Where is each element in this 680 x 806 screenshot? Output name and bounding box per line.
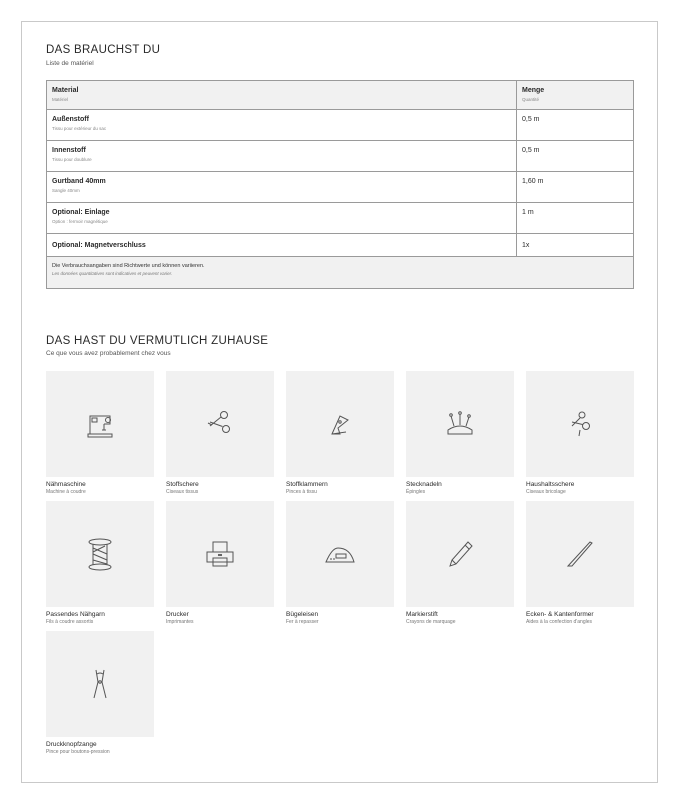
tool-item	[166, 371, 274, 496]
material-qty: 0,5 m	[522, 147, 540, 154]
printer-icon	[200, 534, 240, 574]
material-name-fr: Tissu pour extérieur du sac	[52, 126, 107, 131]
content-frame	[21, 21, 658, 783]
point-turner-icon	[560, 534, 600, 574]
scissors-icon	[560, 404, 600, 444]
material-qty: 1,60 m	[522, 178, 544, 185]
material-name: Optional: Einlage	[52, 209, 110, 216]
snap-pliers-icon	[80, 664, 120, 704]
table-row	[47, 141, 633, 172]
tool-item	[46, 631, 154, 756]
materials-subtitle: Liste de matériel	[46, 60, 94, 67]
tool-item	[46, 501, 154, 626]
tool-label: Stecknadeln	[406, 481, 442, 488]
iron-icon	[320, 534, 360, 574]
tool-item	[286, 501, 394, 626]
note-text: Die Verbrauchsangaben sind Richtwerte und können variieren.	[52, 263, 205, 269]
material-name: Innenstoff	[52, 147, 86, 154]
tool-item	[166, 501, 274, 626]
tool-item	[406, 371, 514, 496]
table-footer-note	[47, 257, 633, 288]
materials-title: DAS BRAUCHST DU	[46, 44, 161, 56]
material-name-fr: Sangle 40mm	[52, 188, 80, 193]
pencil-icon	[440, 534, 480, 574]
table-row	[47, 234, 633, 257]
material-qty: 1 m	[522, 209, 534, 216]
tool-label-fr: Épingles	[406, 489, 426, 495]
tools-title: DAS HAST DU VERMUTLICH ZUHAUSE	[46, 335, 269, 347]
tool-label-fr: Ciseaux bricolage	[526, 489, 566, 495]
tool-label: Markierstift	[406, 611, 438, 618]
header-quantity: Menge	[522, 87, 545, 94]
tool-label: Stoffklammern	[286, 481, 328, 488]
note-text-fr: Les données quantitatives sont indicatives et peuvent varier.	[52, 271, 173, 276]
tool-label: Stoffschere	[166, 481, 199, 488]
materials-table	[46, 80, 634, 289]
header-material-fr: Matériel	[52, 97, 69, 102]
tool-label: Haushaltsschere	[526, 481, 575, 488]
tool-label-fr: Fils à coudre assortis	[46, 619, 94, 625]
table-row	[47, 110, 633, 141]
pin-cushion-icon	[440, 404, 480, 444]
material-name-fr: Tissu pour doublure	[52, 157, 92, 162]
tool-item	[286, 371, 394, 496]
tool-label-fr: Pinces à tissu	[286, 489, 317, 495]
tool-item	[46, 371, 154, 496]
header-quantity-fr: Quantité	[522, 97, 540, 102]
material-name: Außenstoff	[52, 116, 89, 123]
tool-label-fr: Pince pour boutons-pression	[46, 749, 110, 755]
scissors-icon	[200, 404, 240, 444]
tool-label: Ecken- & Kantenformer	[526, 611, 594, 618]
header-material-cell	[47, 81, 517, 109]
material-qty: 0,5 m	[522, 116, 540, 123]
header-quantity-cell	[517, 81, 633, 109]
thread-spool-icon	[80, 534, 120, 574]
header-material: Material	[52, 87, 79, 94]
sewing-machine-icon	[80, 404, 120, 444]
material-qty: 1x	[522, 242, 530, 249]
tool-label-fr: Fer à repasser	[286, 619, 319, 625]
tool-label: Passendes Nähgarn	[46, 611, 105, 618]
tool-label: Bügeleisen	[286, 611, 319, 618]
material-name: Optional: Magnetverschluss	[52, 242, 146, 249]
table-header-row	[47, 81, 633, 110]
tool-label: Drucker	[166, 611, 189, 618]
tool-label-fr: Crayons de marquage	[406, 619, 456, 625]
tool-item	[526, 371, 634, 496]
tool-label-fr: Machine à coudre	[46, 489, 86, 495]
material-name-fr: Option : fermoir magnétique	[52, 219, 108, 224]
tool-label: Nähmaschine	[46, 481, 86, 488]
material-name: Gurtband 40mm	[52, 178, 106, 185]
tool-label-fr: Ciseaux tissus	[166, 489, 199, 495]
tool-label: Druckknopfzange	[46, 741, 97, 748]
tool-label-fr: Aides à la confection d'angles	[526, 619, 592, 625]
table-row	[47, 172, 633, 203]
tool-label-fr: Imprimantes	[166, 619, 194, 625]
tool-item	[406, 501, 514, 626]
table-row	[47, 203, 633, 234]
tool-item	[526, 501, 634, 626]
tools-subtitle: Ce que vous avez probablement chez vous	[46, 350, 171, 357]
fabric-clip-icon	[320, 404, 360, 444]
